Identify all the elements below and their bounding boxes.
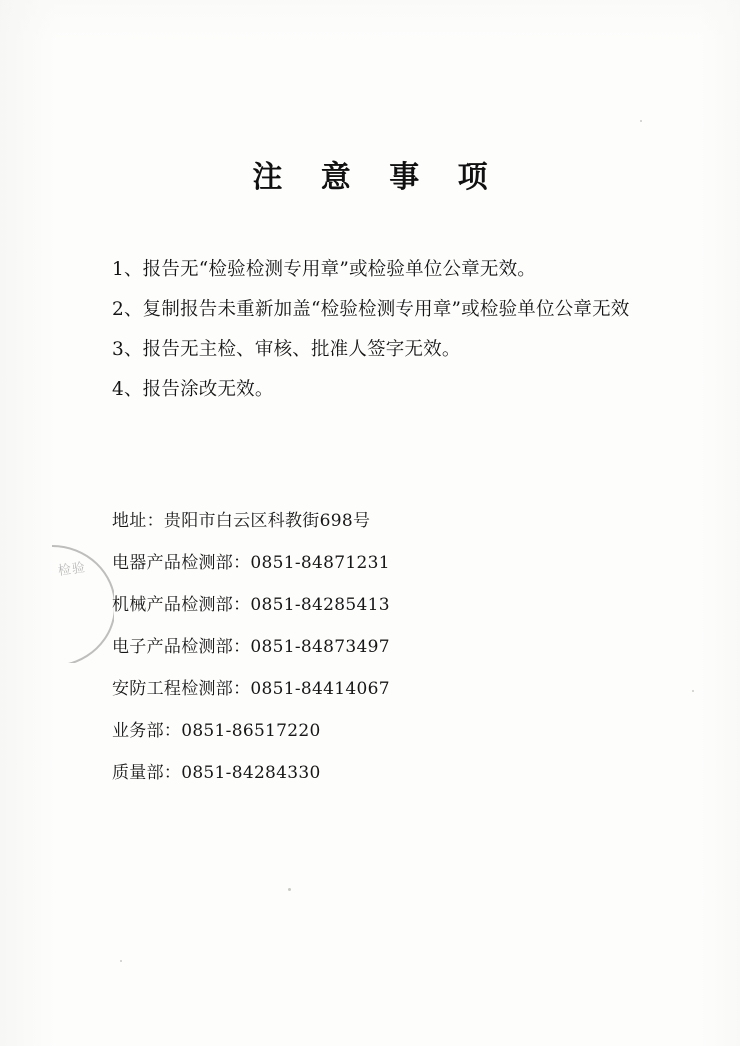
contact-block [112,500,632,794]
list-item: 4、报告涂改无效。 [112,379,274,400]
scan-speck [288,888,291,891]
contact-address: 地址：贵阳市白云区科教街698号 [112,511,371,531]
scan-speck [692,690,694,692]
stamp-ring [52,545,114,663]
list-item: 1、报告无“检验检测专用章”或检验单位公章无效。 [112,259,536,280]
contact-mechanical-dept: 机械产品检测部：0851-84285413 [112,595,390,615]
contact-business-dept: 业务部：0851-86517220 [112,721,321,741]
notes-list [112,250,692,410]
stamp-text: 检验 [57,560,87,580]
list-item: 3、报告无主检、审核、批准人签字无效。 [112,339,461,360]
page-title: 注 意 事 项 [252,160,502,195]
scan-speck [640,120,642,122]
list-item: 2、复制报告未重新加盖“检验检测专用章”或检验单位公章无效 [112,299,630,320]
official-stamp-icon [52,545,114,663]
contact-electronic-dept: 电子产品检测部：0851-84873497 [112,637,390,657]
scan-speck [120,960,122,962]
contact-quality-dept: 质量部：0851-84284330 [112,763,321,783]
contact-electrical-dept: 电器产品检测部：0851-84871231 [112,553,390,573]
contact-security-dept: 安防工程检测部：0851-84414067 [112,679,390,699]
